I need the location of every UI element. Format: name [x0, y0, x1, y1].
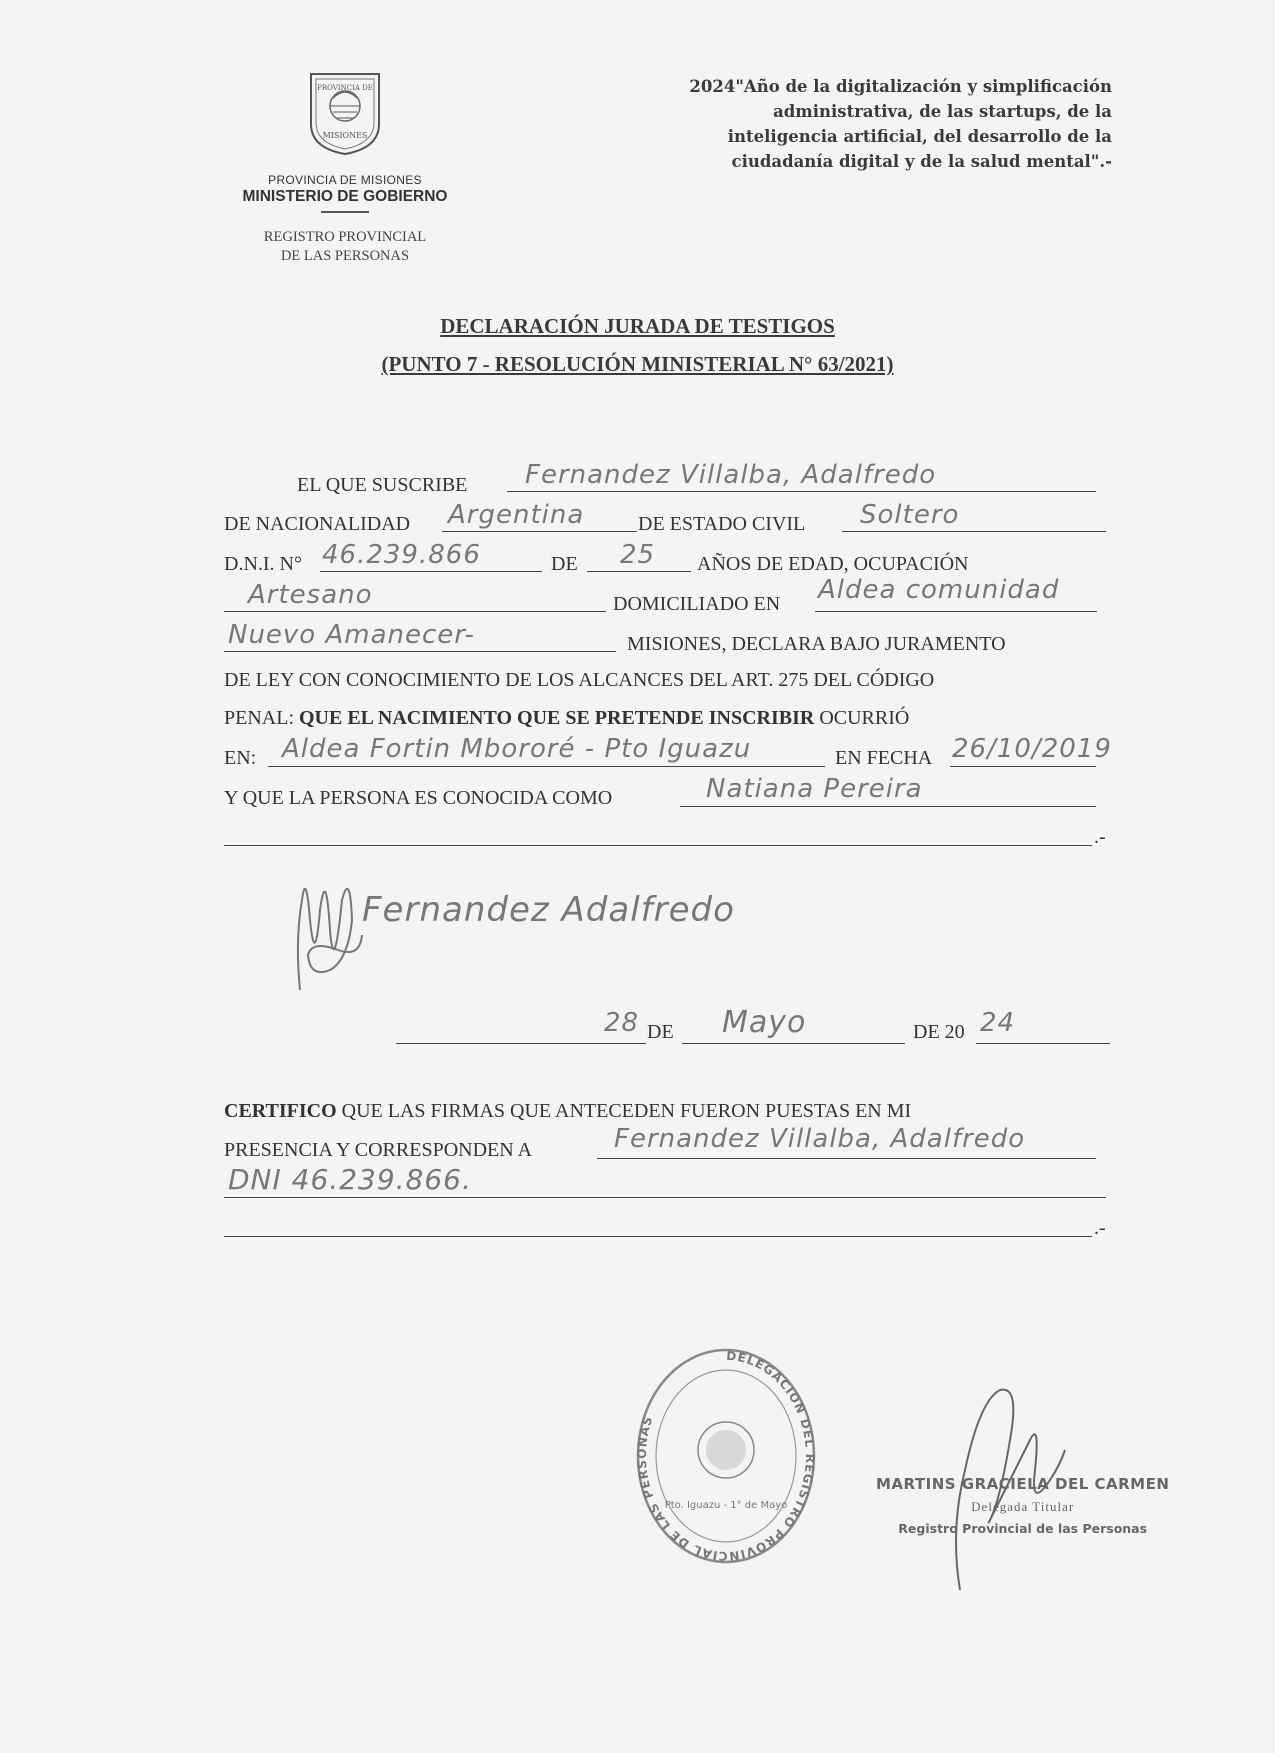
- registry-stamp-icon: [632, 1338, 820, 1566]
- official-organization: Registro Provincial de las Personas: [898, 1521, 1148, 1536]
- penal-bold: QUE EL NACIMIENTO QUE SE PRETENDE INSCRIBIR: [299, 707, 815, 729]
- stamp-inner-text: Pto. Iguazu - 1° de Mayo: [664, 1500, 788, 1511]
- ocupacion-line: [224, 611, 606, 612]
- certification-text: QUE LAS FIRMAS QUE ANTECEDEN FUERON PUESTAS EN MI: [336, 1100, 912, 1122]
- registry-line-2: DE LAS PERSONAS: [280, 248, 410, 264]
- certification-label: PRESENCIA Y CORRESPONDEN A: [224, 1139, 533, 1161]
- nacionalidad-label: DE NACIONALIDAD: [224, 513, 411, 535]
- header-rule: [321, 211, 369, 213]
- penal-text: [224, 706, 909, 730]
- suscribe-label: EL QUE SUSCRIBE: [297, 474, 468, 496]
- motto-line-1: 2024"Año de la digitalización y simplificación: [689, 77, 1112, 96]
- certification-dni-line: [224, 1197, 1106, 1198]
- nacionalidad-value: Argentina: [448, 500, 585, 530]
- en-label: EN:: [224, 747, 257, 769]
- date-de-1: DE: [647, 1021, 674, 1043]
- witness-signature: Fernandez Adalfredo: [362, 890, 735, 930]
- ocupacion-value: Artesano: [248, 580, 373, 610]
- ministry-header: [225, 68, 465, 213]
- certification-name-line: [597, 1158, 1096, 1159]
- fecha-value: 26/10/2019: [952, 734, 1112, 764]
- official-role: Delegada Titular: [971, 1499, 1075, 1514]
- date-year: 24: [980, 1008, 1016, 1038]
- conocida-label: Y QUE LA PERSONA ES CONOCIDA COMO: [224, 787, 613, 809]
- document-subtitle: (PUNTO 7 - RESOLUCIÓN MINISTERIAL N° 63/2021): [381, 352, 894, 376]
- domicilio-value-2: Nuevo Amanecer-: [228, 620, 475, 650]
- penal-suffix: OCURRIÓ: [814, 707, 910, 729]
- year-motto: [590, 74, 1112, 174]
- domicilio-label: DOMICILIADO EN: [613, 593, 781, 615]
- lugar-value: Aldea Fortin Mbororé - Pto Iguazu: [282, 734, 752, 764]
- registry-name: [225, 228, 465, 266]
- edad-line: [587, 571, 691, 572]
- penal-prefix: PENAL:: [224, 707, 299, 729]
- blank-line: [224, 845, 1092, 846]
- suscribe-line: [507, 491, 1096, 492]
- certification-dni: DNI 46.239.866.: [228, 1163, 472, 1196]
- motto-line-4: ciudadanía digital y de la salud mental".-: [731, 152, 1112, 171]
- emblem-text-bottom: MISIONES: [322, 131, 368, 140]
- date-month-line: [682, 1043, 905, 1044]
- fecha-label: EN FECHA: [835, 747, 933, 769]
- date-month: Mayo: [722, 1005, 807, 1040]
- certifico-word: CERTIFICO: [224, 1100, 337, 1122]
- registry-line-1: REGISTRO PROVINCIAL: [263, 229, 427, 245]
- dni-value: 46.239.866: [322, 540, 481, 570]
- province-name: PROVINCIA DE MISIONES: [268, 173, 422, 187]
- de-label: DE: [551, 553, 578, 575]
- estado-civil-line: [842, 531, 1106, 532]
- document-title: DECLARACIÓN JURADA DE TESTIGOS: [440, 314, 835, 338]
- date-year-line: [976, 1043, 1110, 1044]
- motto-line-3: inteligencia artificial, del desarrollo de la: [727, 127, 1112, 146]
- fecha-line: [950, 766, 1096, 767]
- domicilio-line-2: [224, 651, 616, 652]
- dni-line: [320, 571, 542, 572]
- date-day: 28: [604, 1008, 640, 1038]
- motto-line-2: administrativa, de las startups, de la: [773, 102, 1112, 121]
- edad-value: 25: [620, 540, 656, 570]
- certification-end-mark: .-: [1094, 1217, 1106, 1239]
- conocida-value: Natiana Pereira: [706, 774, 923, 804]
- estado-civil-label: DE ESTADO CIVIL: [638, 513, 806, 535]
- suscribe-value: Fernandez Villalba, Adalfredo: [525, 460, 937, 490]
- estado-civil-value: Soltero: [860, 500, 960, 530]
- conocida-line: [680, 806, 1096, 807]
- form-end-mark: .-: [1094, 826, 1106, 848]
- ministry-name: MINISTERIO DE GOBIERNO: [242, 188, 448, 205]
- emblem-text-top: PROVINCIA DE: [317, 84, 373, 92]
- certification-blank-line: [224, 1236, 1092, 1237]
- nacionalidad-line: [442, 531, 637, 532]
- official-seal: [876, 1475, 1169, 1536]
- stamp-ring-text: DELEGACION DEL REGISTRO PROVINCIAL DE LAS PERSONAS: [634, 1348, 818, 1564]
- witness-signature-scribble-icon: [290, 860, 370, 1000]
- certification-line-1: [224, 1099, 911, 1123]
- official-name: MARTINS GRACIELA DEL CARMEN: [876, 1475, 1170, 1493]
- ley-text: DE LEY CON CONOCIMIENTO DE LOS ALCANCES DEL ART. 275 DEL CÓDIGO: [224, 669, 935, 691]
- dni-label: D.N.I. N°: [224, 553, 302, 575]
- date-de-2: DE 20: [913, 1021, 965, 1043]
- date-day-line: [396, 1043, 646, 1044]
- lugar-line: [268, 766, 825, 767]
- domicilio-line-1: [815, 611, 1097, 612]
- domicilio-value-1: Aldea comunidad: [818, 575, 1060, 605]
- certification-name: Fernandez Villalba, Adalfredo: [614, 1124, 1026, 1154]
- misiones-text: MISIONES, DECLARA BAJO JURAMENTO: [627, 633, 1006, 655]
- edad-label: AÑOS DE EDAD, OCUPACIÓN: [697, 553, 969, 575]
- province-emblem-icon: [303, 68, 387, 158]
